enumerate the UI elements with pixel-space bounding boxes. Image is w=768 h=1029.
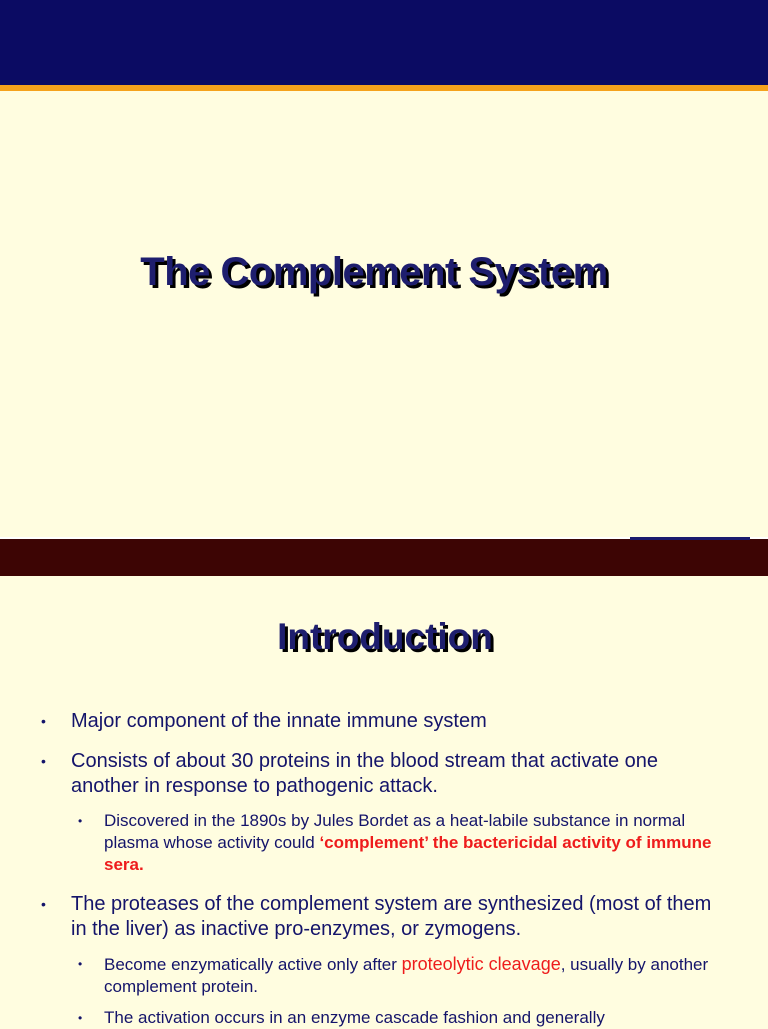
slide-title-heading: The Complement System: [140, 250, 608, 294]
bullet-proteases: [41, 892, 721, 942]
bullet-icon: •: [41, 896, 46, 912]
subbullet-text: Discovered in the 1890s by Jules Bordet as a heat-labile substance in normal plasma whose activity could: [104, 811, 686, 852]
bullet-icon: •: [41, 753, 46, 769]
bullet-text: Major component of the innate immune system: [71, 710, 487, 732]
bullet-icon: •: [41, 713, 46, 729]
slide-separator-band: [0, 537, 768, 576]
bullet-icon: •: [78, 1011, 83, 1025]
subbullet-text: The activation occurs in an enzyme cascade fashion and generally: [104, 1008, 605, 1027]
header-accent-line: [0, 85, 768, 91]
introduction-heading: Introduction: [277, 616, 493, 657]
subbullet-highlight: ‘complement’ the bactericidal activity of immune sera.: [104, 833, 712, 874]
bullet-proteins: [41, 749, 721, 799]
subbullet-text-after: , usually by another complement protein.: [104, 955, 709, 996]
slide-separator-accent: [630, 537, 750, 540]
subbullet-cascade: [78, 1007, 724, 1029]
subbullet-bordet: [78, 810, 724, 876]
subbullet-cleavage: [78, 953, 724, 998]
bullet-icon: •: [78, 814, 83, 828]
bullet-text: Consists of about 30 proteins in the blood stream that activate one another in response to pathogenic attack.: [71, 750, 659, 797]
bullet-innate-immune: [41, 709, 721, 734]
subbullet-highlight: proteolytic cleavage: [401, 954, 561, 974]
header-bar: [0, 0, 768, 85]
bullet-text: The proteases of the complement system are synthesized (most of them in the liver) as inactive pro-enzymes, or zymogens.: [71, 893, 712, 940]
subbullet-text-before: Become enzymatically active only after: [104, 955, 402, 974]
bullet-icon: •: [78, 957, 83, 971]
slide-introduction: [0, 576, 768, 1027]
